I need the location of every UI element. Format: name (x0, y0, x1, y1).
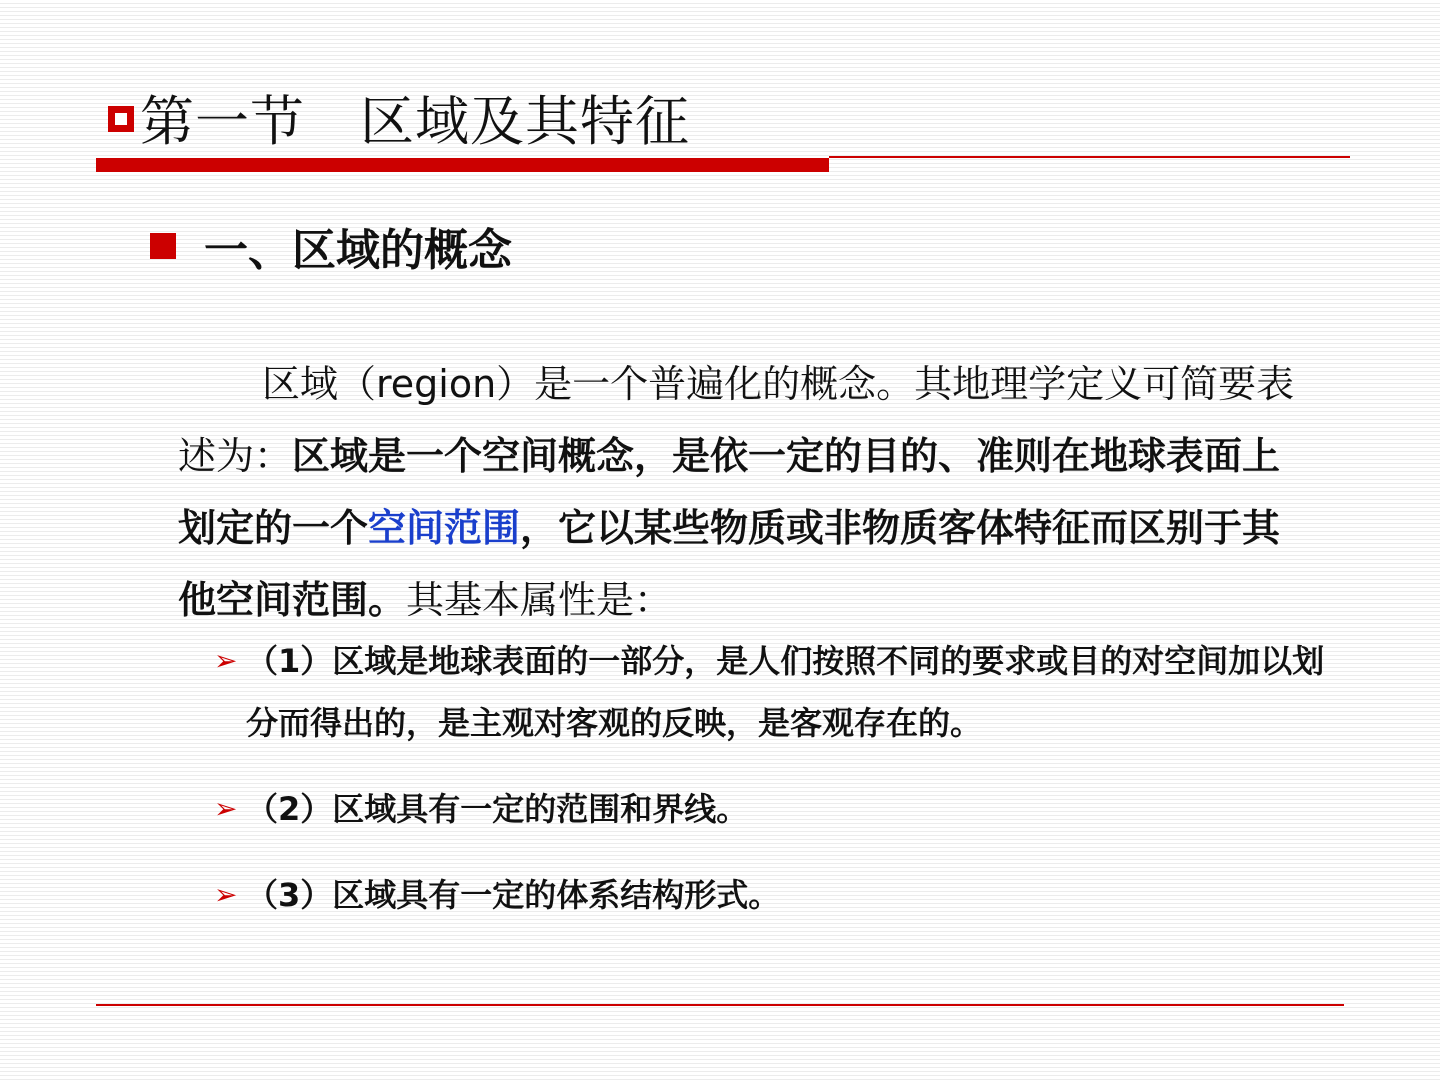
section-heading (150, 214, 512, 278)
title-underline-thin (829, 156, 1350, 158)
list-item (214, 630, 1344, 754)
definition-highlight: 空间范围 (368, 506, 521, 550)
definition-attributes-lead: 其基本属性是： (406, 578, 673, 622)
list-item-text: （2）区域具有一定的范围和界线。 (246, 790, 749, 828)
list-item-text: （3）区域具有一定的体系结构形式。 (246, 876, 781, 914)
definition-intro: 区域（region）是一个普遍化的概念。其地理学定义可简要表述为： (178, 362, 1295, 478)
arrow-bullet-icon: ➢ (214, 792, 238, 825)
list-item-text: （1）区域是地球表面的一部分，是人们按照不同的要求或目的对空间加以划分而得出的，是主观对客观的反映，是客观存在的。 (246, 642, 1325, 742)
arrow-bullet-icon: ➢ (214, 644, 238, 677)
section-label: 一、区域的概念 (204, 225, 512, 276)
attribute-list (214, 630, 1344, 926)
list-item (214, 778, 1344, 840)
definition-core-end: ，它以某些物质或非物质客体特征而区别于其他空间范围。 (178, 506, 1281, 622)
footer-divider (96, 1004, 1344, 1006)
filled-square-icon (150, 233, 176, 259)
definition-paragraph (178, 348, 1318, 636)
list-item (214, 864, 1344, 926)
slide-title (108, 82, 690, 152)
title-text: 第一节 区域及其特征 (140, 89, 690, 153)
hollow-square-icon (108, 106, 134, 132)
definition-core: 区域是一个空间概念，是依一定的目的、准则在地球表面上划定的一个 (178, 434, 1281, 550)
arrow-bullet-icon: ➢ (214, 878, 238, 911)
title-underline-thick (96, 158, 829, 172)
